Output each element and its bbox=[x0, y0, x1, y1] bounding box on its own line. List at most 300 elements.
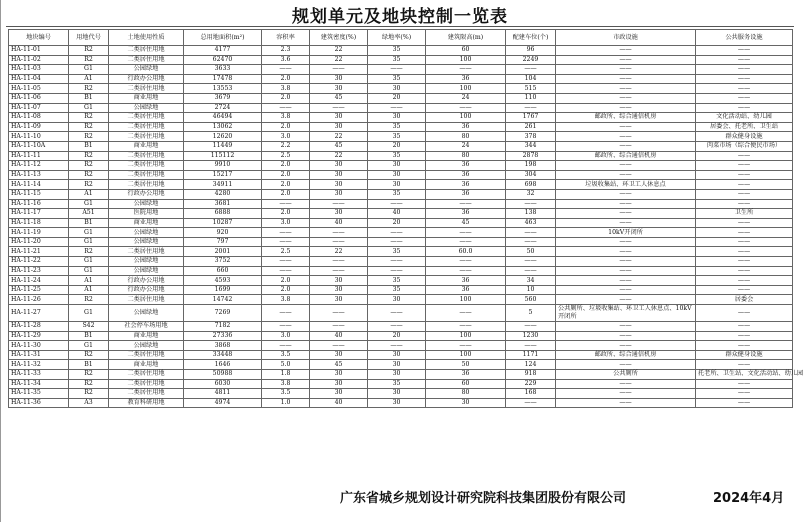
table-cell: —— bbox=[368, 322, 426, 332]
table-cell: 社会停车场用地 bbox=[109, 322, 184, 332]
table-cell: —— bbox=[556, 103, 696, 113]
table-cell: HA-11-13 bbox=[9, 170, 69, 180]
table-cell: —— bbox=[262, 341, 310, 351]
table-cell: 36 bbox=[426, 285, 506, 295]
table-row bbox=[9, 305, 793, 322]
table-cell: —— bbox=[696, 93, 793, 103]
table-cell: 行政办公用地 bbox=[109, 276, 184, 286]
table-row bbox=[9, 276, 793, 286]
table-cell: —— bbox=[556, 199, 696, 209]
table-row bbox=[9, 189, 793, 199]
table-cell: 24 bbox=[426, 141, 506, 151]
table-cell: 3.8 bbox=[262, 379, 310, 389]
table-header-row bbox=[9, 30, 793, 46]
table-cell: 2001 bbox=[184, 247, 262, 257]
table-cell: 36 bbox=[426, 209, 506, 219]
table-cell: —— bbox=[696, 398, 793, 408]
table-cell: 36 bbox=[426, 370, 506, 380]
table-cell: 公园绿地 bbox=[109, 341, 184, 351]
table-cell: 公园绿地 bbox=[109, 199, 184, 209]
table-cell: —— bbox=[310, 199, 368, 209]
table-row bbox=[9, 132, 793, 142]
table-cell: 168 bbox=[506, 389, 556, 399]
table-cell: HA-11-33 bbox=[9, 370, 69, 380]
table-cell: B1 bbox=[69, 93, 109, 103]
table-cell: —— bbox=[556, 170, 696, 180]
table-cell: 二类居住用地 bbox=[109, 151, 184, 161]
table-row bbox=[9, 218, 793, 228]
table-cell: —— bbox=[310, 257, 368, 267]
table-cell: 918 bbox=[506, 370, 556, 380]
table-cell: —— bbox=[506, 237, 556, 247]
table-cell: G1 bbox=[69, 103, 109, 113]
table-cell: A1 bbox=[69, 276, 109, 286]
table-cell: 二类居住用地 bbox=[109, 55, 184, 65]
table-cell: —— bbox=[262, 322, 310, 332]
table-cell: 2878 bbox=[506, 151, 556, 161]
column-header: 地块编号 bbox=[9, 30, 69, 46]
table-cell: 20 bbox=[368, 93, 426, 103]
table-cell: 公园绿地 bbox=[109, 228, 184, 238]
table-cell: 30 bbox=[368, 84, 426, 94]
table-row bbox=[9, 295, 793, 305]
table-cell: 二类居住用地 bbox=[109, 180, 184, 190]
table-cell: 2.0 bbox=[262, 180, 310, 190]
table-cell: HA-11-28 bbox=[9, 322, 69, 332]
table-cell: —— bbox=[696, 341, 793, 351]
table-cell: —— bbox=[262, 237, 310, 247]
title-rule bbox=[6, 26, 794, 27]
table-cell: 托老所、卫生站、文化活动站、幼儿园 bbox=[696, 370, 793, 380]
table-cell: 30 bbox=[368, 360, 426, 370]
table-cell: 3752 bbox=[184, 257, 262, 267]
table-cell: 群众健身设施 bbox=[696, 132, 793, 142]
table-cell: —— bbox=[368, 341, 426, 351]
table-cell: —— bbox=[426, 103, 506, 113]
table-cell: 邮政所、综合通信机房 bbox=[556, 350, 696, 360]
table-cell: —— bbox=[310, 228, 368, 238]
table-cell: R2 bbox=[69, 151, 109, 161]
table-cell: HA-11-12 bbox=[9, 161, 69, 171]
table-cell: 344 bbox=[506, 141, 556, 151]
table-cell: 6888 bbox=[184, 209, 262, 219]
table-cell: —— bbox=[556, 331, 696, 341]
table-cell: —— bbox=[310, 305, 368, 322]
table-cell: 36 bbox=[426, 170, 506, 180]
table-cell: 45 bbox=[310, 360, 368, 370]
table-cell: 36 bbox=[426, 189, 506, 199]
table-cell: 1699 bbox=[184, 285, 262, 295]
column-header: 配建车位(个) bbox=[506, 30, 556, 46]
table-cell: 4280 bbox=[184, 189, 262, 199]
table-cell: 22 bbox=[310, 247, 368, 257]
table-cell: 30 bbox=[368, 350, 426, 360]
table-cell: —— bbox=[310, 237, 368, 247]
table-cell: G1 bbox=[69, 341, 109, 351]
table-cell: —— bbox=[262, 305, 310, 322]
table-cell: 30 bbox=[310, 170, 368, 180]
table-cell: —— bbox=[310, 103, 368, 113]
table-row bbox=[9, 74, 793, 84]
table-cell: 35 bbox=[368, 46, 426, 56]
table-cell: 1.8 bbox=[262, 370, 310, 380]
table-cell: 13062 bbox=[184, 122, 262, 132]
table-cell: HA-11-03 bbox=[9, 65, 69, 75]
table-cell: —— bbox=[368, 65, 426, 75]
table-row bbox=[9, 103, 793, 113]
table-cell: HA-11-04 bbox=[9, 74, 69, 84]
table-cell: HA-11-08 bbox=[9, 113, 69, 123]
table-cell: 30 bbox=[368, 113, 426, 123]
table-cell: 2.0 bbox=[262, 209, 310, 219]
table-cell: 30 bbox=[310, 74, 368, 84]
table-cell: 7269 bbox=[184, 305, 262, 322]
table-cell: —— bbox=[556, 46, 696, 56]
table-cell: 36 bbox=[426, 74, 506, 84]
table-cell: 4177 bbox=[184, 46, 262, 56]
table-cell: 229 bbox=[506, 379, 556, 389]
table-cell: 30 bbox=[310, 295, 368, 305]
table-cell: 30 bbox=[310, 350, 368, 360]
table-cell: 35 bbox=[368, 132, 426, 142]
table-cell: 商业用地 bbox=[109, 141, 184, 151]
table-cell: 二类居住用地 bbox=[109, 350, 184, 360]
table-cell: 3.8 bbox=[262, 84, 310, 94]
table-cell: 行政办公用地 bbox=[109, 74, 184, 84]
table-cell: 34 bbox=[506, 276, 556, 286]
table-cell: —— bbox=[696, 46, 793, 56]
table-cell: 100 bbox=[426, 113, 506, 123]
table-row bbox=[9, 180, 793, 190]
table-cell: —— bbox=[262, 199, 310, 209]
table-cell: 2.5 bbox=[262, 151, 310, 161]
table-cell: R2 bbox=[69, 379, 109, 389]
table-cell: —— bbox=[696, 360, 793, 370]
table-cell: 公共厕所 bbox=[556, 370, 696, 380]
table-cell: 5 bbox=[506, 305, 556, 322]
table-cell: —— bbox=[696, 170, 793, 180]
table-cell: 4811 bbox=[184, 389, 262, 399]
table-cell: 3.8 bbox=[262, 113, 310, 123]
table-cell: 二类居住用地 bbox=[109, 122, 184, 132]
table-cell: HA-11-02 bbox=[9, 55, 69, 65]
control-table bbox=[8, 29, 803, 408]
table-cell: 商业用地 bbox=[109, 331, 184, 341]
table-cell: 13553 bbox=[184, 84, 262, 94]
table-cell: HA-11-06 bbox=[9, 93, 69, 103]
table-cell: HA-11-22 bbox=[9, 257, 69, 267]
table-cell: —— bbox=[310, 341, 368, 351]
table-row bbox=[9, 389, 793, 399]
table-cell: 医院用地 bbox=[109, 209, 184, 219]
table-row bbox=[9, 341, 793, 351]
table-cell: —— bbox=[368, 266, 426, 276]
table-cell: 45 bbox=[310, 141, 368, 151]
table-cell: 30 bbox=[310, 209, 368, 219]
column-header: 公共服务设施 bbox=[696, 30, 793, 46]
table-cell: —— bbox=[426, 341, 506, 351]
table-cell: 行政办公用地 bbox=[109, 285, 184, 295]
table-cell: —— bbox=[696, 331, 793, 341]
table-cell: —— bbox=[262, 228, 310, 238]
table-cell: HA-11-31 bbox=[9, 350, 69, 360]
table-cell: R2 bbox=[69, 132, 109, 142]
table-cell: 35 bbox=[368, 151, 426, 161]
table-cell: 2.0 bbox=[262, 74, 310, 84]
table-cell: A1 bbox=[69, 285, 109, 295]
table-cell: 2.2 bbox=[262, 141, 310, 151]
table-cell: 35 bbox=[368, 276, 426, 286]
table-cell: —— bbox=[556, 322, 696, 332]
table-cell: 2.3 bbox=[262, 46, 310, 56]
footer-date: 2024年4月 bbox=[713, 491, 785, 506]
table-cell: 198 bbox=[506, 161, 556, 171]
table-cell: 14742 bbox=[184, 295, 262, 305]
table-cell: 3681 bbox=[184, 199, 262, 209]
table-cell: —— bbox=[310, 65, 368, 75]
column-header: 总用地面积(m²) bbox=[184, 30, 262, 46]
table-cell: —— bbox=[426, 322, 506, 332]
table-cell: 3.8 bbox=[262, 295, 310, 305]
table-cell: —— bbox=[426, 65, 506, 75]
table-cell: —— bbox=[506, 322, 556, 332]
table-cell: 教育科研用地 bbox=[109, 398, 184, 408]
table-cell: 商业用地 bbox=[109, 93, 184, 103]
table-cell: 2.0 bbox=[262, 276, 310, 286]
table-cell: 2.0 bbox=[262, 189, 310, 199]
table-cell: HA-11-15 bbox=[9, 189, 69, 199]
table-row bbox=[9, 350, 793, 360]
table-cell: 138 bbox=[506, 209, 556, 219]
table-cell: 4974 bbox=[184, 398, 262, 408]
table-cell: R2 bbox=[69, 295, 109, 305]
table-cell: —— bbox=[368, 257, 426, 267]
table-cell: —— bbox=[696, 285, 793, 295]
table-row bbox=[9, 228, 793, 238]
table-cell: R2 bbox=[69, 46, 109, 56]
table-cell: A1 bbox=[69, 189, 109, 199]
table-cell: 4593 bbox=[184, 276, 262, 286]
table-cell: —— bbox=[696, 74, 793, 84]
table-cell: HA-11-34 bbox=[9, 379, 69, 389]
table-cell: 22 bbox=[310, 46, 368, 56]
table-cell: R2 bbox=[69, 180, 109, 190]
column-header: 土地使用性质 bbox=[109, 30, 184, 46]
table-cell: HA-11-10A bbox=[9, 141, 69, 151]
table-cell: HA-11-07 bbox=[9, 103, 69, 113]
page-title: 规划单元及地块控制一览表 bbox=[292, 7, 508, 27]
table-cell: 2.0 bbox=[262, 161, 310, 171]
table-cell: —— bbox=[556, 161, 696, 171]
table-cell: 34911 bbox=[184, 180, 262, 190]
table-cell: 80 bbox=[426, 132, 506, 142]
table-cell: 30 bbox=[310, 189, 368, 199]
table-cell: 3.5 bbox=[262, 389, 310, 399]
table-cell: S42 bbox=[69, 322, 109, 332]
table-cell: 96 bbox=[506, 46, 556, 56]
table-cell: 30 bbox=[368, 170, 426, 180]
table-cell: 30 bbox=[310, 122, 368, 132]
table-cell: —— bbox=[696, 55, 793, 65]
table-cell: 27336 bbox=[184, 331, 262, 341]
footer-org: 广东省城乡规划设计研究院科技集团股份有限公司 bbox=[340, 491, 627, 506]
table-cell: —— bbox=[556, 237, 696, 247]
table-cell: 515 bbox=[506, 84, 556, 94]
table-cell: HA-11-27 bbox=[9, 305, 69, 322]
table-cell: HA-11-10 bbox=[9, 132, 69, 142]
table-cell: 30 bbox=[310, 180, 368, 190]
table-cell: 1.0 bbox=[262, 398, 310, 408]
page-left-edge bbox=[0, 0, 1, 522]
table-cell: 560 bbox=[506, 295, 556, 305]
table-cell: HA-11-11 bbox=[9, 151, 69, 161]
table-row bbox=[9, 285, 793, 295]
table-cell: 行政办公用地 bbox=[109, 189, 184, 199]
table-cell: 22 bbox=[310, 151, 368, 161]
column-header: 建筑限高(m) bbox=[426, 30, 506, 46]
table-cell: 22 bbox=[310, 55, 368, 65]
table-cell: 30 bbox=[310, 370, 368, 380]
table-cell: HA-11-32 bbox=[9, 360, 69, 370]
table-row bbox=[9, 113, 793, 123]
column-header: 市政设施 bbox=[556, 30, 696, 46]
table-cell: 100 bbox=[426, 84, 506, 94]
table-cell: 10287 bbox=[184, 218, 262, 228]
table-cell: 2.0 bbox=[262, 122, 310, 132]
table-cell: 378 bbox=[506, 132, 556, 142]
table-cell: —— bbox=[556, 209, 696, 219]
table-cell: 40 bbox=[310, 331, 368, 341]
table-cell: 2.0 bbox=[262, 170, 310, 180]
table-cell: HA-11-35 bbox=[9, 389, 69, 399]
table-cell: 35 bbox=[368, 55, 426, 65]
table-cell: 2.0 bbox=[262, 93, 310, 103]
table-cell: 30 bbox=[368, 389, 426, 399]
table-cell: 17478 bbox=[184, 74, 262, 84]
table-cell: —— bbox=[556, 93, 696, 103]
table-row bbox=[9, 322, 793, 332]
table-cell: —— bbox=[696, 276, 793, 286]
table-cell: —— bbox=[506, 398, 556, 408]
table-cell: —— bbox=[556, 218, 696, 228]
table-cell: 商业用地 bbox=[109, 218, 184, 228]
table-cell: —— bbox=[696, 322, 793, 332]
table-cell: 7182 bbox=[184, 322, 262, 332]
table-cell: —— bbox=[696, 228, 793, 238]
table-cell: —— bbox=[696, 247, 793, 257]
table-cell: —— bbox=[556, 141, 696, 151]
table-cell: 60 bbox=[426, 379, 506, 389]
table-cell: HA-11-24 bbox=[9, 276, 69, 286]
table-cell: 12620 bbox=[184, 132, 262, 142]
table-cell: 20 bbox=[368, 218, 426, 228]
table-cell: —— bbox=[556, 84, 696, 94]
table-cell: 群众健身设施 bbox=[696, 350, 793, 360]
table-cell: —— bbox=[426, 228, 506, 238]
table-cell: 2249 bbox=[506, 55, 556, 65]
table-cell: —— bbox=[556, 266, 696, 276]
table-cell: 797 bbox=[184, 237, 262, 247]
table-cell: 40 bbox=[368, 209, 426, 219]
table-row bbox=[9, 257, 793, 267]
table-cell: 50 bbox=[506, 247, 556, 257]
table-cell: HA-11-30 bbox=[9, 341, 69, 351]
table-cell: 698 bbox=[506, 180, 556, 190]
table-cell: 30 bbox=[368, 398, 426, 408]
table-row bbox=[9, 199, 793, 209]
table-cell: HA-11-17 bbox=[9, 209, 69, 219]
table-cell: 二类居住用地 bbox=[109, 295, 184, 305]
table-cell: —— bbox=[506, 103, 556, 113]
table-cell: 二类居住用地 bbox=[109, 370, 184, 380]
table-cell: —— bbox=[262, 257, 310, 267]
table-cell: 33448 bbox=[184, 350, 262, 360]
table-cell: —— bbox=[556, 132, 696, 142]
column-header: 建筑密度(%) bbox=[310, 30, 368, 46]
table-cell: 居委会、托老所、卫生站 bbox=[696, 122, 793, 132]
table-cell: —— bbox=[556, 398, 696, 408]
table-cell: 80 bbox=[426, 389, 506, 399]
table-cell: 124 bbox=[506, 360, 556, 370]
table-cell: 二类居住用地 bbox=[109, 84, 184, 94]
table-cell: HA-11-36 bbox=[9, 398, 69, 408]
table-cell: A51 bbox=[69, 209, 109, 219]
table-cell: R2 bbox=[69, 350, 109, 360]
table-cell: 30 bbox=[310, 276, 368, 286]
table-cell: 3.0 bbox=[262, 218, 310, 228]
table-cell: —— bbox=[696, 237, 793, 247]
table-cell: 36 bbox=[426, 276, 506, 286]
table-cell: 公园绿地 bbox=[109, 237, 184, 247]
table-cell: 100 bbox=[426, 295, 506, 305]
table-cell: —— bbox=[556, 257, 696, 267]
table-cell: 邮政所、综合通信机房 bbox=[556, 113, 696, 123]
table-cell: —— bbox=[506, 199, 556, 209]
table-cell: 24 bbox=[426, 93, 506, 103]
table-cell: 1767 bbox=[506, 113, 556, 123]
table-cell: —— bbox=[262, 266, 310, 276]
table-cell: —— bbox=[426, 257, 506, 267]
table-cell: HA-11-19 bbox=[9, 228, 69, 238]
table-cell: —— bbox=[696, 189, 793, 199]
table-row bbox=[9, 65, 793, 75]
table-cell: 15217 bbox=[184, 170, 262, 180]
table-cell: 100 bbox=[426, 350, 506, 360]
table-cell: —— bbox=[556, 122, 696, 132]
table-cell: —— bbox=[556, 341, 696, 351]
table-cell: 35 bbox=[368, 189, 426, 199]
table-cell: —— bbox=[556, 74, 696, 84]
table-cell: R2 bbox=[69, 247, 109, 257]
table-cell: 36 bbox=[426, 161, 506, 171]
table-cell: 3.5 bbox=[262, 350, 310, 360]
table-cell: 二类居住用地 bbox=[109, 46, 184, 56]
table-cell: —— bbox=[556, 360, 696, 370]
table-cell: 30 bbox=[310, 113, 368, 123]
table-cell: 35 bbox=[368, 379, 426, 389]
table-cell: 35 bbox=[368, 247, 426, 257]
table-cell: —— bbox=[556, 295, 696, 305]
table-row bbox=[9, 170, 793, 180]
table-cell: 1230 bbox=[506, 331, 556, 341]
table-cell: 35 bbox=[368, 74, 426, 84]
table-cell: 30 bbox=[310, 285, 368, 295]
table-cell: 2.5 bbox=[262, 247, 310, 257]
table-row bbox=[9, 360, 793, 370]
table-cell: 3.6 bbox=[262, 55, 310, 65]
table-cell: A3 bbox=[69, 398, 109, 408]
table-cell: 115112 bbox=[184, 151, 262, 161]
